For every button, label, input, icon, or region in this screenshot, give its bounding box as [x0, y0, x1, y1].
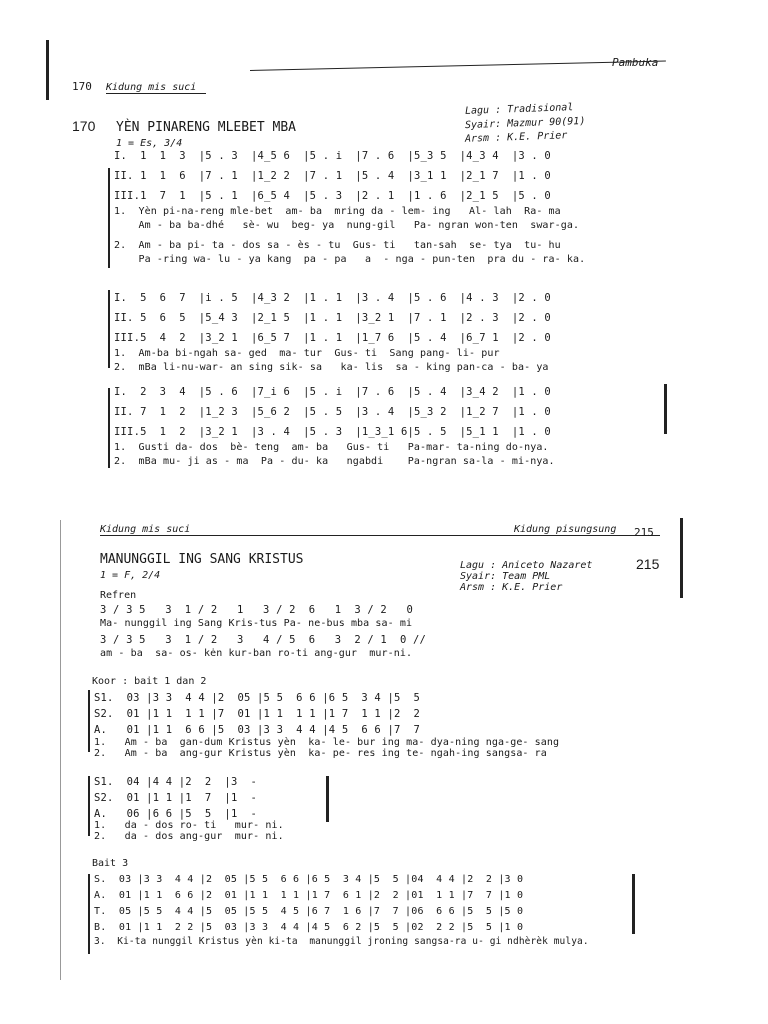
lyric-line: 1. Am - ba gan-dum Kristus yèn ka- le- bur ing ma- dya-ning nga-ge- sang [94, 737, 560, 748]
refrain-notes: 3 / 3 5 3 1 / 2 1 3 / 2 6 1 3 / 2 0 [100, 604, 414, 616]
refrain-notes: 3 / 3 5 3 1 / 2 3 4 / 5 6 3 2 / 1 0 // [100, 634, 427, 646]
lyric-line: 2. Am - ba ang-gur Kristus yèn ka- pe- res ing te- ngah-ing sangsa- ra [94, 748, 547, 759]
voice-line: A. 01 |1 1 6 6 |2 01 |1 1 1 1 |1 7 6 1 |2 2 |01 1 1 |7 7 |1 0 [94, 890, 524, 901]
header-rule [100, 535, 660, 536]
bait3-label: Bait 3 [92, 858, 129, 869]
page-edge-mark [680, 518, 683, 598]
header-section: Kidung pisungsung [514, 524, 617, 535]
lyric-line: Pa -ring wa- lu - ya kang pa - pa a - nga - pun-ten pra du - ra- ka. [114, 254, 586, 265]
credit-arsm: Arsm : K.E. Prier [464, 130, 568, 145]
lyric-line: 1. da - dos ro- ti mur- ni. [94, 820, 284, 831]
song-key: 1 = Es, 3/4 [116, 138, 183, 149]
voice-line: III.5 1 2 |3_2 1 |3 . 4 |5 . 3 |1_3_1 6|5 . 5 |5_1 1 |1 . 0 [114, 426, 551, 438]
voice-line: II. 5 6 5 |5_4 3 |2_1 5 |1 . 1 |3_2 1 |7 . 1 |2 . 3 |2 . 0 [114, 312, 551, 324]
lyric-line: 1. Yèn pi-na-reng mle-bet am- ba mring da - lem- ing Al- lah Ra- ma [114, 206, 561, 217]
page-edge-mark [46, 40, 49, 100]
lyric-line: 3. Ki-ta nunggil Kristus yèn ki-ta manunggil jroning sangsa-ra u- gi ndhèrèk mulya. [94, 936, 589, 947]
header-page-number: 170 [72, 80, 92, 93]
system-brace [108, 388, 110, 468]
header-book-title: Kidung mis suci [100, 524, 191, 535]
final-barline [326, 776, 329, 822]
system-brace [108, 290, 110, 368]
voice-line: B. 01 |1 1 2 2 |5 03 |3 3 4 4 |4 5 6 2 |5 5 |02 2 2 |5 5 |1 0 [94, 922, 524, 933]
credit-arsm: Arsm : K.E. Prier [460, 582, 563, 593]
voice-line: II. 1 1 6 |7 . 1 |1_2 2 |7 . 1 |5 . 4 |3_1 1 |2_1 7 |1 . 0 [114, 170, 551, 182]
credit-syair: Syair: Mazmur 90(91) [464, 115, 586, 132]
voice-line: S2. 01 |1 1 1 1 |7 01 |1 1 1 1 |1 7 1 1 |2 2 [94, 708, 421, 720]
voice-line: I. 2 3 4 |5 . 6 |7_i 6 |5 . i |7 . 6 |5 . 4 |3_4 2 |1 . 0 [114, 386, 551, 398]
lyric-line: 1. Am-ba bi-ngah sa- ged ma- tur Gus- ti Sang pang- li- pur [114, 348, 500, 359]
system-brace [88, 776, 90, 836]
voice-line: S1. 03 |3 3 4 4 |2 05 |5 5 6 6 |6 5 3 4 |5 5 [94, 692, 421, 704]
refrain-label: Refren [100, 590, 137, 601]
lyric-line: Am - ba ba-dhé sè- wu beg- ya nung-gil Pa- ngran won-ten swar-ga. [114, 220, 580, 231]
header-rule [250, 61, 666, 71]
header-page-number: 215 [634, 526, 654, 539]
lyric-line: 1. Gusti da- dos bè- teng am- ba Gus- ti Pa-mar- ta-ning do-nya. [114, 442, 549, 453]
page-edge-mark [60, 520, 61, 980]
song-number: 215 [636, 556, 660, 572]
voice-line: III.5 4 2 |3_2 1 |6_5 7 |1 . 1 |1_7 6 |5 . 4 |6_7 1 |2 . 0 [114, 332, 551, 344]
song-key: 1 = F, 2/4 [100, 570, 161, 581]
voice-line: S. 03 |3 3 4 4 |2 05 |5 5 6 6 |6 5 3 4 |5 5 |04 4 4 |2 2 |3 0 [94, 874, 524, 885]
voice-line: II. 7 1 2 |1_2 3 |5_6 2 |5 . 5 |3 . 4 |5_3 2 |1_2 7 |1 . 0 [114, 406, 551, 418]
refrain-lyric: am - ba sa- os- kėn kur-ban ro-ti ang-gur mur-ni. [100, 648, 413, 659]
credit-syair: Syair: Team PML [460, 571, 551, 582]
lyric-line: 2. mBa mu- ji as - ma Pa - du- ka ngabdi Pa-ngran sa-la - mi-nya. [114, 456, 555, 467]
final-barline [664, 384, 667, 434]
final-barline [632, 874, 635, 934]
refrain-lyric: Ma- nunggil ing Sang Kris-tus Pa- ne-bus mba sa- mi [100, 618, 413, 629]
lyric-line: 2. da - dos ang-gur mur- ni. [94, 831, 284, 842]
voice-line: S1. 04 |4 4 |2 2 |3 - [94, 776, 258, 788]
voice-line: I. 5 6 7 |i . 5 |4_3 2 |1 . 1 |3 . 4 |5 . 6 |4 . 3 |2 . 0 [114, 292, 551, 304]
voice-line: S2. 01 |1 1 |1 7 |1 - [94, 792, 258, 804]
voice-line: III.1 7 1 |5 . 1 |6_5 4 |5 . 3 |2 . 1 |1 . 6 |2_1 5 |5 . 0 [114, 190, 551, 202]
voice-line: A. 06 |6 6 |5 5 |1 - [94, 808, 258, 820]
song-number: 170 [72, 118, 96, 134]
header-section: Pambuka [612, 56, 659, 69]
credit-lagu: Lagu : Aniceto Nazaret [460, 560, 593, 571]
header-underline [106, 93, 206, 94]
lyric-line: 2. mBa li-nu-war- an sing sik- sa ka- lis sa - king pan-ca - ba- ya [114, 362, 549, 373]
lyric-line: 2. Am - ba pi- ta - dos sa - ès - tu Gus- ti tan-sah se- tya tu- hu [114, 240, 561, 251]
header-book-title: Kidung mis suci [106, 82, 197, 93]
system-brace [88, 874, 90, 954]
song-title: MANUNGGIL ING SANG KRISTUS [100, 552, 304, 567]
song-title: YÈN PINARENG MLEBET MBA [116, 120, 297, 135]
voice-line: A. 01 |1 1 6 6 |5 03 |3 3 4 4 |4 5 6 6 |7 7 [94, 724, 421, 736]
voice-line: T. 05 |5 5 4 4 |5 05 |5 5 4 5 |6 7 1 6 |7 7 |06 6 6 |5 5 |5 0 [94, 906, 524, 917]
system-brace [108, 168, 110, 268]
credit-lagu: Lagu : Tradisional [464, 102, 574, 117]
system-brace [88, 690, 90, 752]
voice-line: I. 1 1 3 |5 . 3 |4_5 6 |5 . i |7 . 6 |5_3 5 |4_3 4 |3 . 0 [114, 150, 551, 162]
choir-label: Koor : bait 1 dan 2 [92, 676, 207, 687]
